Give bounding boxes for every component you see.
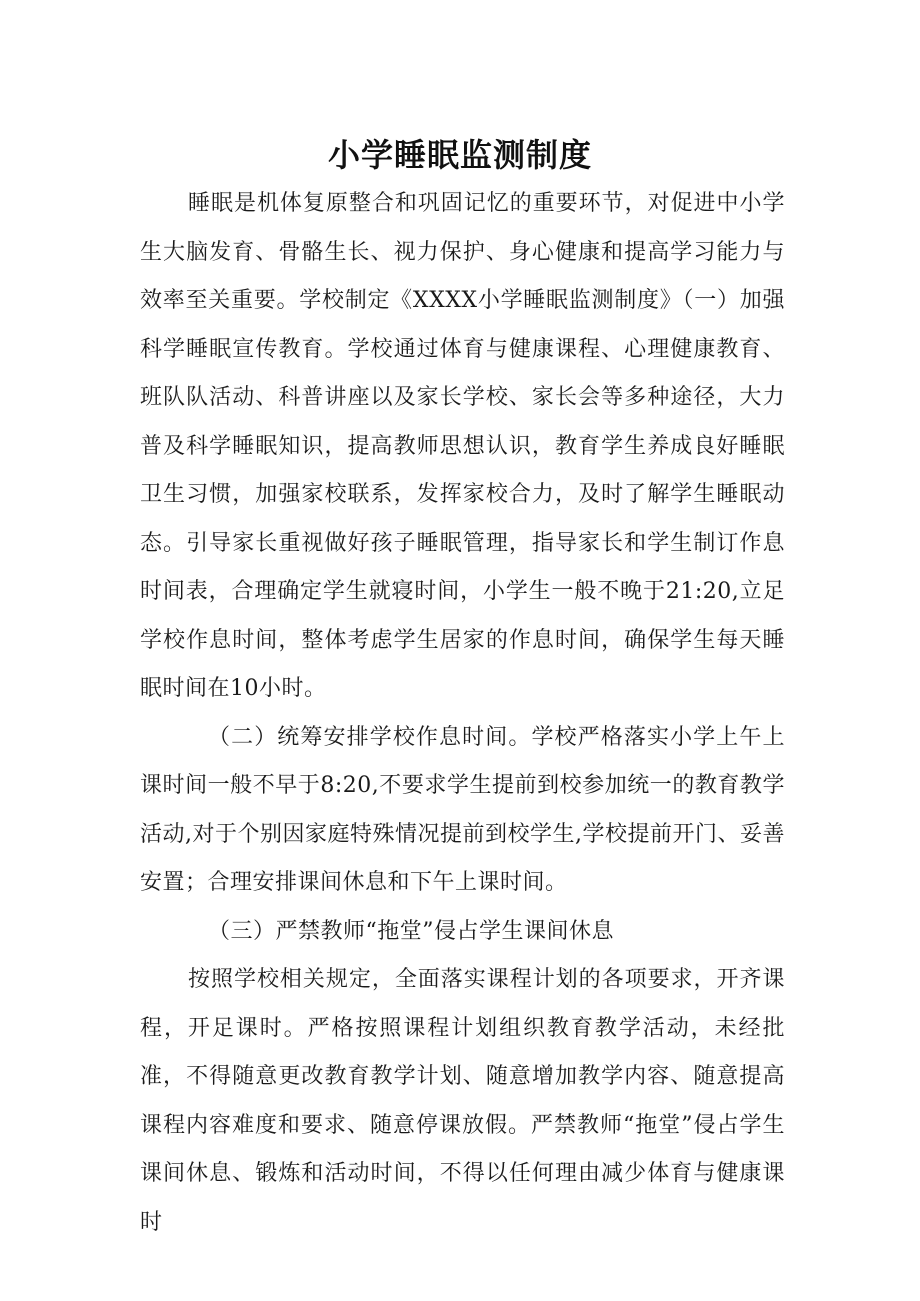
paragraph-section-3-heading: （三）严禁教师“拖堂”侵占学生课间休息	[208, 918, 614, 944]
paragraph-section-3-body: 按照学校相关规定，全面落实课程计划的各项要求，开齐课程，开足课时。严格按照课程计划组织教育教学活动，未经批准，不得随意更改教育教学计划、随意增加教学内容、随意提高课程内容难度和要求、随意停课放假。严禁教师“拖堂”侵占学生课间休息、锻炼和活动时间，不得以任何理由减少体育与健康课时	[140, 967, 785, 1235]
paragraph-section-2: （二）统筹安排学校作息时间。学校严格落实小学上午上课时间一般不早于8:20,不要求学生提前到校参加统一的教育教学活动,对于个别因家庭特殊情况提前到校学生,学校提前开门、妥善安置；合理安排课间休息和下午上课时间。	[140, 724, 785, 895]
document-title: 小学睡眠监测制度	[327, 136, 592, 175]
document-body	[140, 180, 785, 1247]
paragraph-intro: 睡眠是机体复原整合和巩固记忆的重要环节，对促进中小学生大脑发育、骨骼生长、视力保护、身心健康和提高学习能力与效率至关重要。学校制定《XXXX小学睡眠监测制度》（一）加强科学睡眠宣传教育。学校通过体育与健康课程、心理健康教育、班队队活动、科普讲座以及家长学校、家长会等多种途径，大力普及科学睡眠知识，提高教师思想认识，教育学生养成良好睡眠卫生习惯，加强家校联系，发挥家校合力，及时了解学生睡眠动态。引导家长重视做好孩子睡眠管理，指导家长和学生制订作息时间表，合理确定学生就寝时间，小学生一般不晚于21:20,立足学校作息时间，整体考虑学生居家的作息时间，确保学生每天睡眠时间在10小时。	[140, 191, 785, 701]
